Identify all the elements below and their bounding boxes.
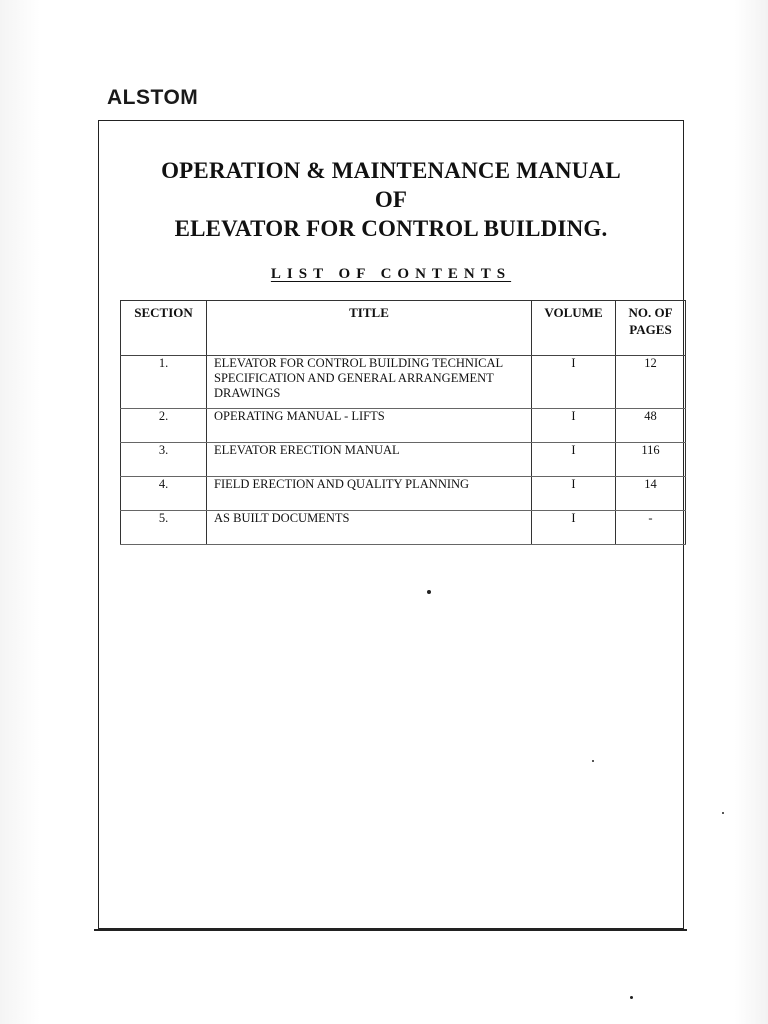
header-pages: NO. OF PAGES — [616, 301, 686, 356]
company-logo: ALSTOM — [107, 86, 199, 109]
table-row — [121, 409, 686, 443]
frame-bottom-line — [94, 929, 687, 931]
cell-volume: I — [532, 356, 616, 409]
cell-section: 4. — [121, 477, 207, 511]
scan-speck — [427, 590, 431, 594]
cell-section: 1. — [121, 356, 207, 409]
cell-title: OPERATING MANUAL - LIFTS — [207, 409, 532, 443]
cell-section: 5. — [121, 511, 207, 545]
scan-speck — [630, 996, 633, 999]
cell-title: AS BUILT DOCUMENTS — [207, 511, 532, 545]
cell-section: 2. — [121, 409, 207, 443]
table-header-row — [121, 301, 686, 356]
cell-pages: 116 — [616, 443, 686, 477]
scan-speck — [722, 812, 724, 814]
table-row — [121, 511, 686, 545]
document-title-line-3: ELEVATOR FOR CONTROL BUILDING. — [174, 216, 608, 241]
cell-volume: I — [532, 443, 616, 477]
cell-title: ELEVATOR FOR CONTROL BUILDING TECHNICAL SPECIFICATION AND GENERAL ARRANGEMENT DRAWINGS — [207, 356, 532, 409]
document-title-line-2: OF — [374, 187, 408, 212]
cell-section: 3. — [121, 443, 207, 477]
cell-pages: 14 — [616, 477, 686, 511]
cell-pages: 48 — [616, 409, 686, 443]
header-title: TITLE — [207, 301, 532, 356]
cell-pages: 12 — [616, 356, 686, 409]
contents-table — [120, 300, 686, 545]
scan-speck — [592, 760, 594, 762]
cell-volume: I — [532, 477, 616, 511]
cell-title: ELEVATOR ERECTION MANUAL — [207, 443, 532, 477]
table-row — [121, 477, 686, 511]
header-section: SECTION — [121, 301, 207, 356]
table-row — [121, 356, 686, 409]
header-volume: VOLUME — [532, 301, 616, 356]
cell-title: FIELD ERECTION AND QUALITY PLANNING — [207, 477, 532, 511]
document-title-line-1: OPERATION & MAINTENANCE MANUAL — [161, 158, 621, 183]
cell-volume: I — [532, 409, 616, 443]
list-of-contents-heading: LIST OF CONTENTS — [270, 266, 512, 282]
cell-pages: - — [616, 511, 686, 545]
cell-volume: I — [532, 511, 616, 545]
table-row — [121, 443, 686, 477]
